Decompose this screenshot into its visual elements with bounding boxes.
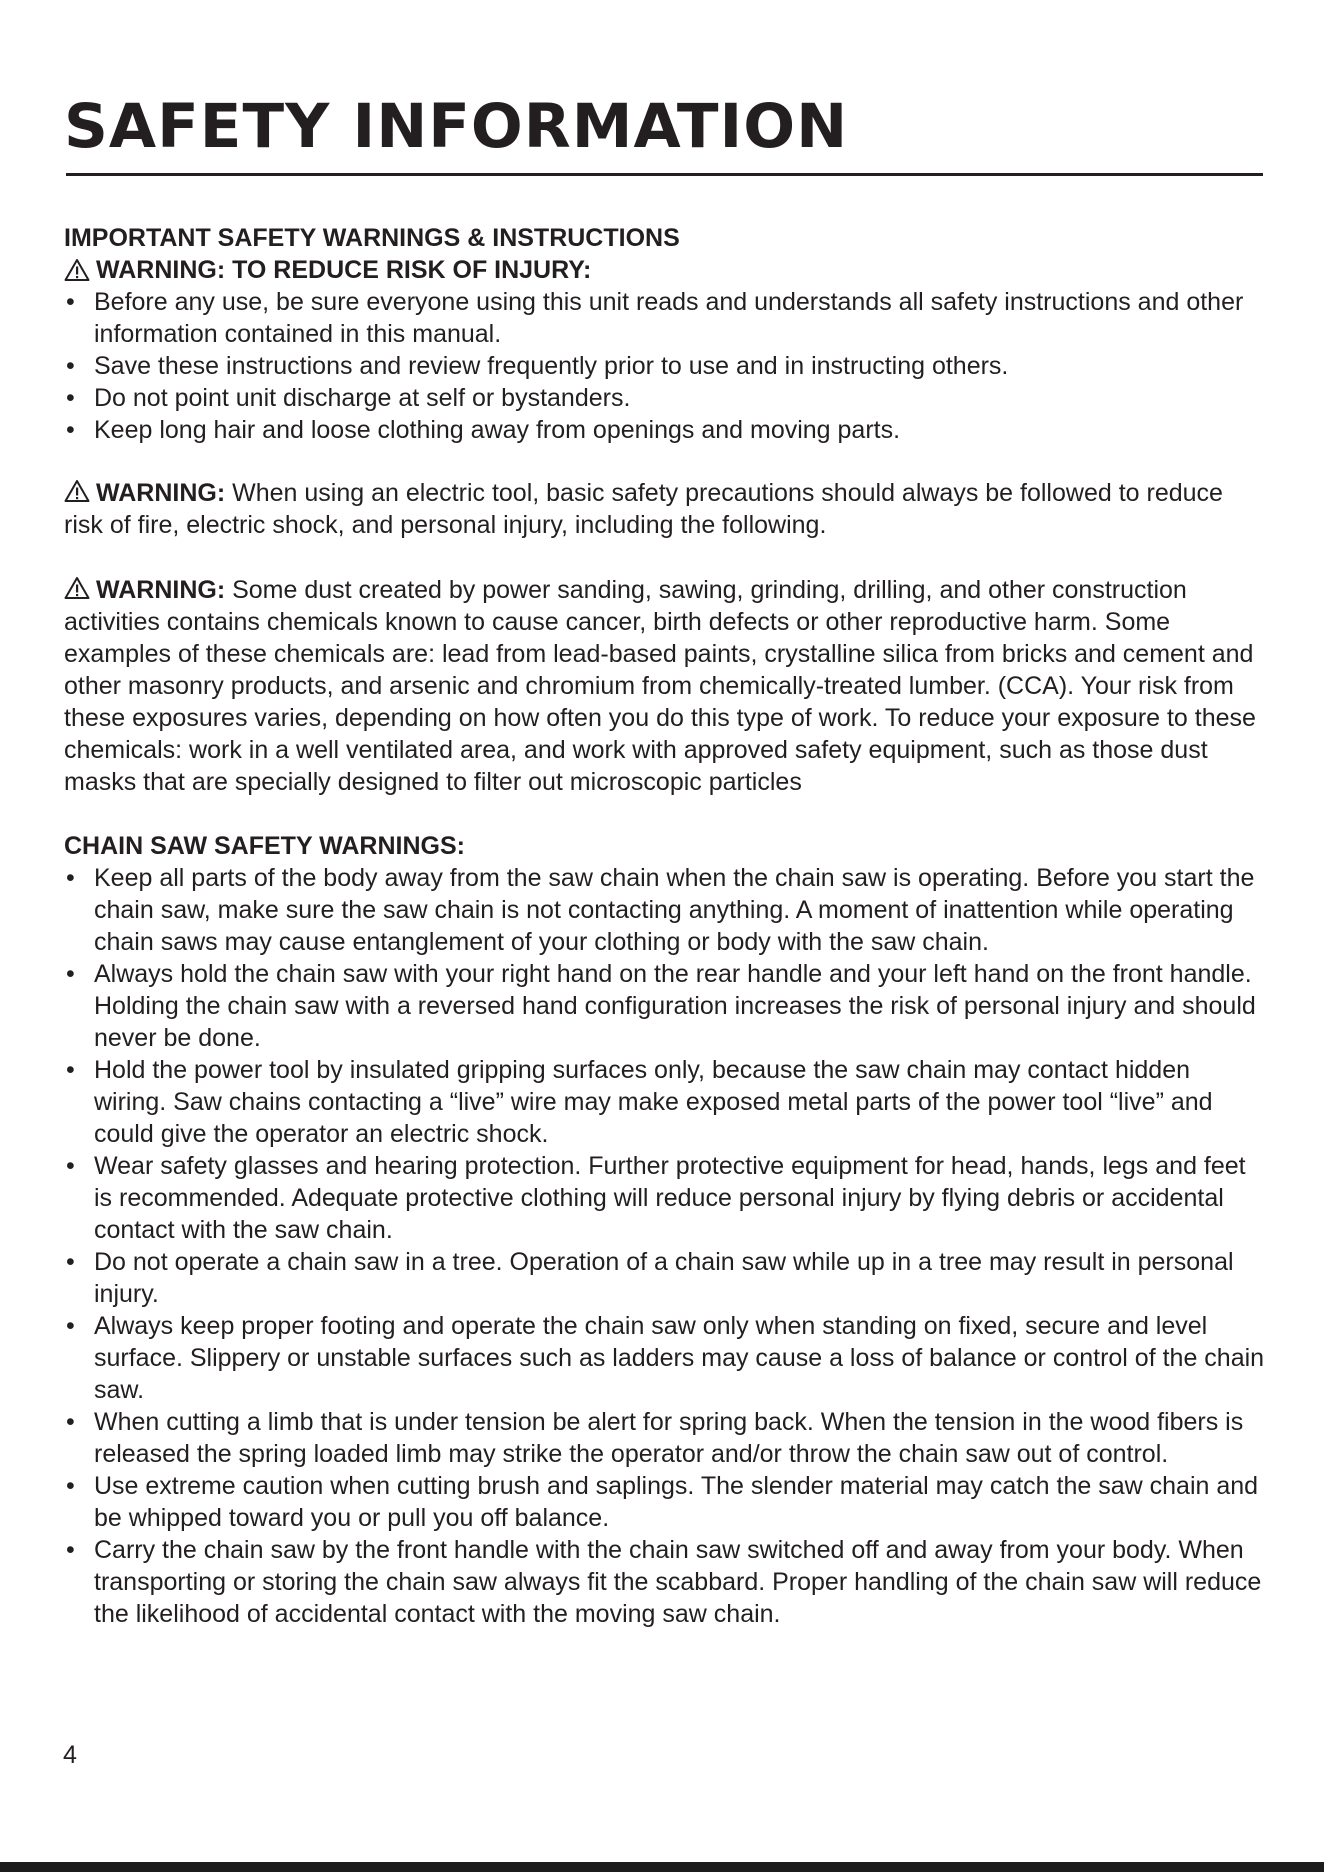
spacer <box>64 798 1268 830</box>
list-item-text: Carry the chain saw by the front handle with the chain saw switched off and away from your body. When transporting or storing the chain saw always fit the scabbard. Proper handling of the chain saw will reduce the likelihood of accidental contact with the moving saw chain. <box>94 1536 1262 1628</box>
warning-label: WARNING: <box>96 479 226 507</box>
bullet-mark: • <box>66 1152 75 1180</box>
list-item <box>64 1406 1268 1470</box>
list-item <box>64 958 1268 1054</box>
bullet-mark: • <box>66 288 75 316</box>
list-item <box>64 1470 1268 1534</box>
warning-triangle-icon <box>64 258 90 282</box>
bullet-mark: • <box>66 352 75 380</box>
important-bullet-list <box>64 286 1268 446</box>
bullet-mark: • <box>66 416 75 444</box>
list-item-text: Hold the power tool by insulated gripping surfaces only, because the saw chain may contact hidden wiring. Saw chains contacting a “live” wire may make exposed metal parts of the power tool “live” and could give the operator an electric shock. <box>94 1056 1213 1148</box>
list-item-text: Keep long hair and loose clothing away from openings and moving parts. <box>94 416 901 444</box>
warning-dust-paragraph <box>64 574 1268 798</box>
bullet-mark: • <box>66 1536 75 1564</box>
warning-heading <box>64 254 1268 286</box>
section-heading-important: IMPORTANT SAFETY WARNINGS & INSTRUCTIONS <box>64 224 680 252</box>
chain-saw-bullet-list <box>64 862 1268 1630</box>
warning-label: WARNING: <box>96 576 226 604</box>
section-heading-chain-saw: CHAIN SAW SAFETY WARNINGS: <box>64 832 465 860</box>
warning-triangle-icon <box>64 576 90 600</box>
page-number: 4 <box>63 1741 77 1769</box>
bullet-mark: • <box>66 864 75 892</box>
list-item <box>64 382 1268 414</box>
list-item <box>64 1150 1268 1246</box>
list-item-text: Always keep proper footing and operate the chain saw only when standing on fixed, secure and level surface. Slippery or unstable surfaces such as ladders may cause a loss of balance or control of the chain saw. <box>94 1312 1265 1404</box>
warning-dust-text: Some dust created by power sanding, sawing, grinding, drilling, and other construction activities contains chemicals known to cause cancer, birth defects or other reproductive harm. Some examples of these chemicals are: lead from lead-based paints, crystalline silica from bricks and cement and other masonry products, and arsenic and chromium from chemically-treated lumber. (CCA). Your risk from these exposures varies, depending on how often you do this type of work. To reduce your exposure to these chemicals: work in a well ventilated area, and work with approved safety equipment, such as those dust masks that are specially designed to filter out microscopic particles <box>64 576 1256 796</box>
bullet-mark: • <box>66 1312 75 1340</box>
list-item-text: Save these instructions and review frequently prior to use and in instructing others. <box>94 352 1009 380</box>
bullet-mark: • <box>66 960 75 988</box>
list-item-text: Do not point unit discharge at self or bystanders. <box>94 384 631 412</box>
list-item <box>64 1054 1268 1150</box>
list-item-text: When cutting a limb that is under tension be alert for spring back. When the tension in the wood fibers is released the spring loaded limb may strike the operator and/or throw the chain saw out of control. <box>94 1408 1244 1468</box>
warning-electric-text: When using an electric tool, basic safety precautions should always be followed to reduce risk of fire, electric shock, and personal injury, including the following. <box>64 479 1223 539</box>
page-title: SAFETY INFORMATION <box>64 91 849 162</box>
list-item-text: Use extreme caution when cutting brush and saplings. The slender material may catch the saw chain and be whipped toward you or pull you off balance. <box>94 1472 1259 1532</box>
content-body <box>64 222 1268 1630</box>
list-item-text: Always hold the chain saw with your right hand on the rear handle and your left hand on the front handle. Holding the chain saw with a reversed hand configuration increases the risk of personal injury and should never be done. <box>94 960 1256 1052</box>
list-item-text: Wear safety glasses and hearing protection. Further protective equipment for head, hands, legs and feet is recommended. Adequate protective clothing will reduce personal injury by flying debris or accidental contact with the saw chain. <box>94 1152 1246 1244</box>
bullet-mark: • <box>66 1056 75 1084</box>
list-item-text: Keep all parts of the body away from the saw chain when the chain saw is operating. Before you start the chain saw, make sure the saw chain is not contacting anything. A moment of inattention while operating chain saws may cause entanglement of your clothing or body with the saw chain. <box>94 864 1255 956</box>
list-item <box>64 350 1268 382</box>
spacer <box>64 541 1268 574</box>
bottom-edge-bar <box>0 1862 1324 1872</box>
bullet-mark: • <box>66 1248 75 1276</box>
warning-heading-text: WARNING: TO REDUCE RISK OF INJURY: <box>96 256 592 284</box>
title-divider <box>66 173 1263 176</box>
bullet-mark: • <box>66 1472 75 1500</box>
list-item <box>64 286 1268 350</box>
bullet-mark: • <box>66 1408 75 1436</box>
warning-electric-paragraph <box>64 477 1268 541</box>
list-item <box>64 1310 1268 1406</box>
list-item-text: Do not operate a chain saw in a tree. Operation of a chain saw while up in a tree may result in personal injury. <box>94 1248 1234 1308</box>
list-item <box>64 862 1268 958</box>
warning-triangle-icon <box>64 479 90 503</box>
bullet-mark: • <box>66 384 75 412</box>
list-item <box>64 414 1268 446</box>
list-item <box>64 1246 1268 1310</box>
spacer <box>64 446 1268 477</box>
list-item <box>64 1534 1268 1630</box>
list-item-text: Before any use, be sure everyone using this unit reads and understands all safety instructions and other information contained in this manual. <box>94 288 1244 348</box>
